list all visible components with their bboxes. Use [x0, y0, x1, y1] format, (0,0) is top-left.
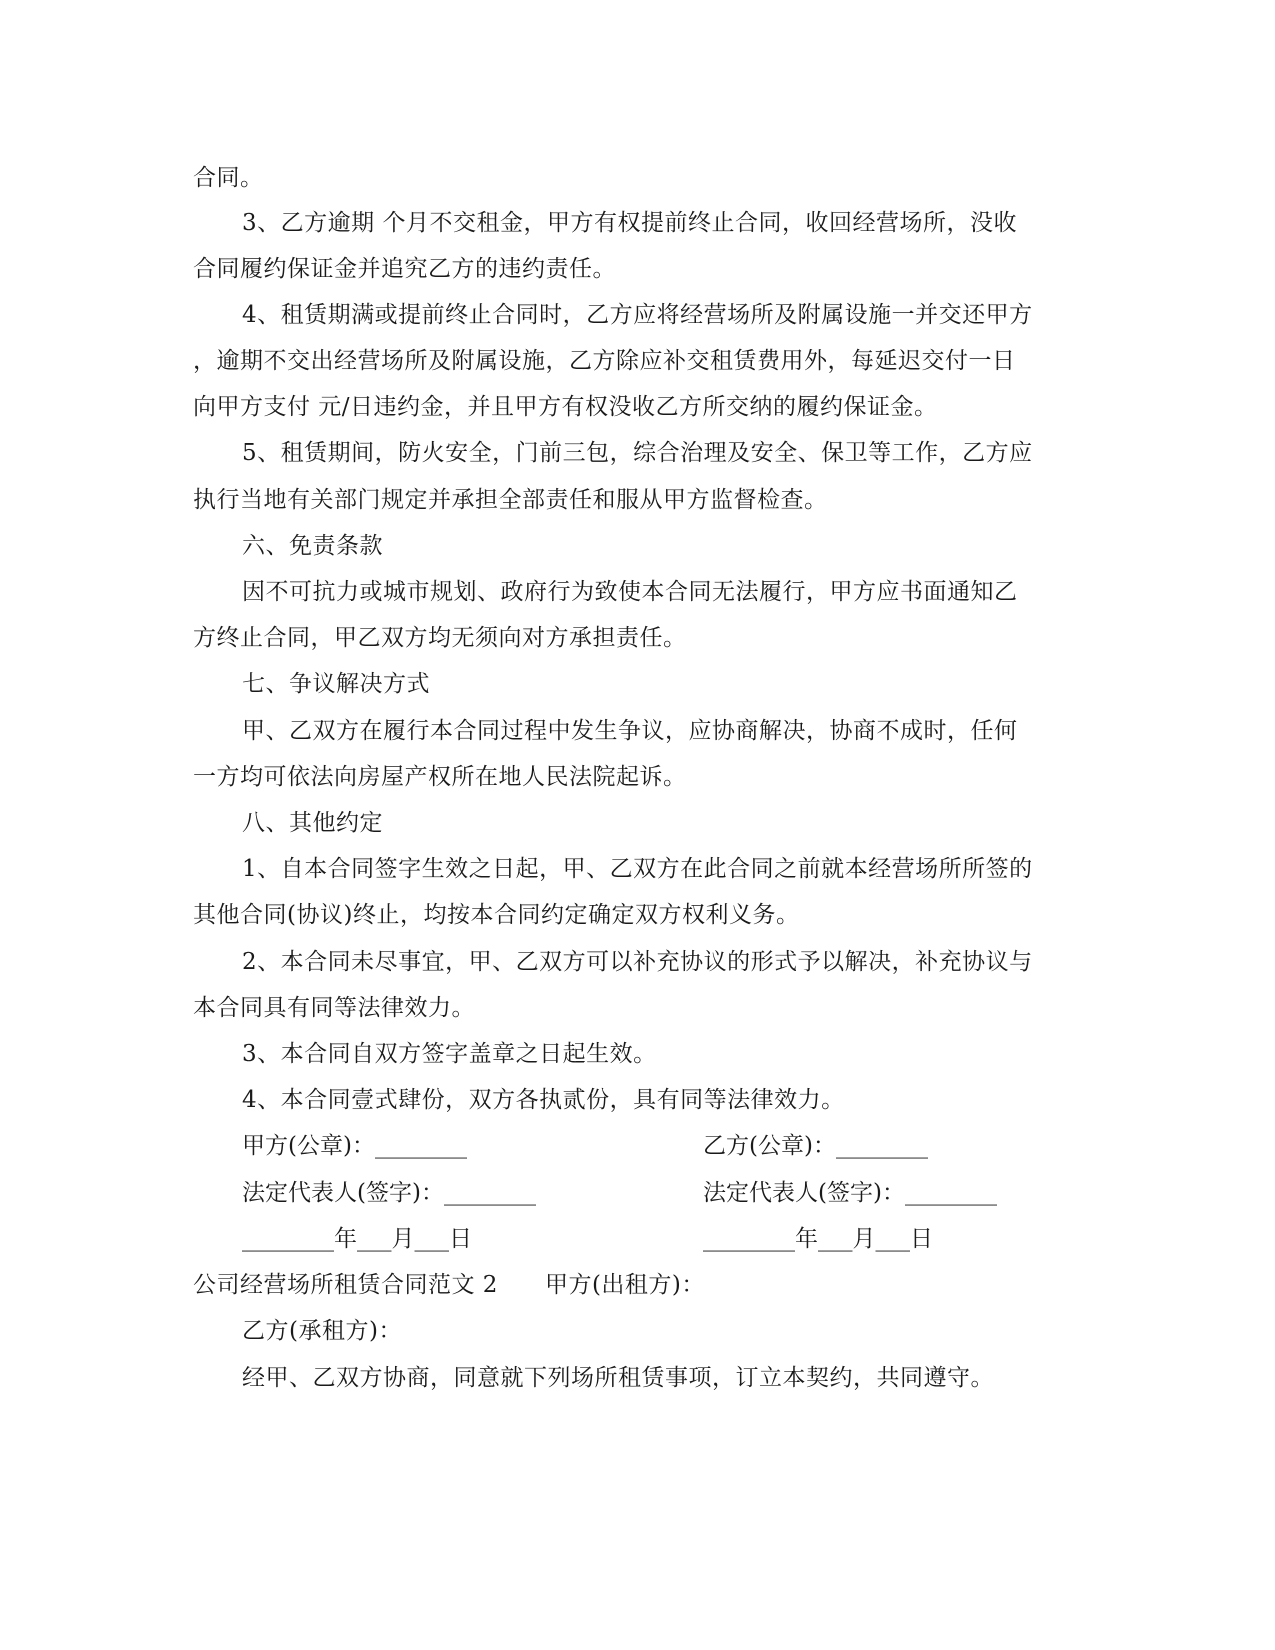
party-b-seal-line: 乙方(公章)：________: [703, 1133, 928, 1159]
party-a-seal-line: 甲方(公章)：________: [242, 1133, 467, 1159]
text-line: 向甲方支付 元/日违约金，并且甲方有权没收乙方所交纳的履约保证金。: [193, 394, 938, 420]
text-line: 2、本合同未尽事宜，甲、乙双方可以补充协议的形式予以解决，补充协议与: [242, 949, 1033, 975]
text-line: 4、租赁期满或提前终止合同时，乙方应将经营场所及附属设施一并交还甲方: [242, 302, 1033, 328]
text-line: 经甲、乙双方协商，同意就下列场所租赁事项，订立本契约，共同遵守。: [242, 1365, 994, 1391]
text-line: 3、乙方逾期 个月不交租金，甲方有权提前终止合同，收回经营场所，没收: [242, 210, 1017, 236]
section-heading: 六、免责条款: [242, 533, 383, 559]
party-b-date-line: ________年___月___日: [703, 1226, 933, 1252]
text-line: 1、自本合同签字生效之日起，甲、乙双方在此合同之前就本经营场所所签的: [242, 856, 1033, 882]
text-line: 执行当地有关部门规定并承担全部责任和服从甲方监督检查。: [193, 487, 828, 513]
text-line: 4、本合同壹式肆份，双方各执贰份，具有同等法律效力。: [242, 1087, 845, 1113]
section-heading: 七、争议解决方式: [242, 671, 430, 697]
party-a-representative-line: 法定代表人(签字)：________: [242, 1180, 536, 1206]
text-line: 甲、乙双方在履行本合同过程中发生争议，应协商解决，协商不成时，任何: [242, 718, 1018, 744]
text-line: 乙方(承租方)：: [242, 1318, 402, 1344]
text-line: 3、本合同自双方签字盖章之日起生效。: [242, 1041, 657, 1067]
document-title-line: 公司经营场所租赁合同范文 2 甲方(出租方)：: [193, 1272, 705, 1298]
party-a-date-line: ________年___月___日: [242, 1226, 472, 1252]
text-line: 因不可抗力或城市规划、政府行为致使本合同无法履行，甲方应书面通知乙: [242, 579, 1018, 605]
text-line: ，逾期不交出经营场所及附属设施，乙方除应补交租赁费用外，每延迟交付一日: [193, 348, 1016, 374]
text-line: 一方均可依法向房屋产权所在地人民法院起诉。: [193, 764, 687, 790]
text-line: 本合同具有同等法律效力。: [193, 995, 475, 1021]
text-line: 5、租赁期间，防火安全，门前三包，综合治理及安全、保卫等工作，乙方应: [242, 440, 1033, 466]
section-heading: 八、其他约定: [242, 810, 383, 836]
text-line: 方终止合同，甲乙双方均无须向对方承担责任。: [193, 625, 687, 651]
party-b-representative-line: 法定代表人(签字)：________: [703, 1180, 997, 1206]
text-line: 合同履约保证金并追究乙方的违约责任。: [193, 256, 616, 282]
text-line: 合同。: [193, 165, 264, 191]
text-line: 其他合同(协议)终止，均按本合同约定确定双方权利义务。: [193, 902, 800, 928]
